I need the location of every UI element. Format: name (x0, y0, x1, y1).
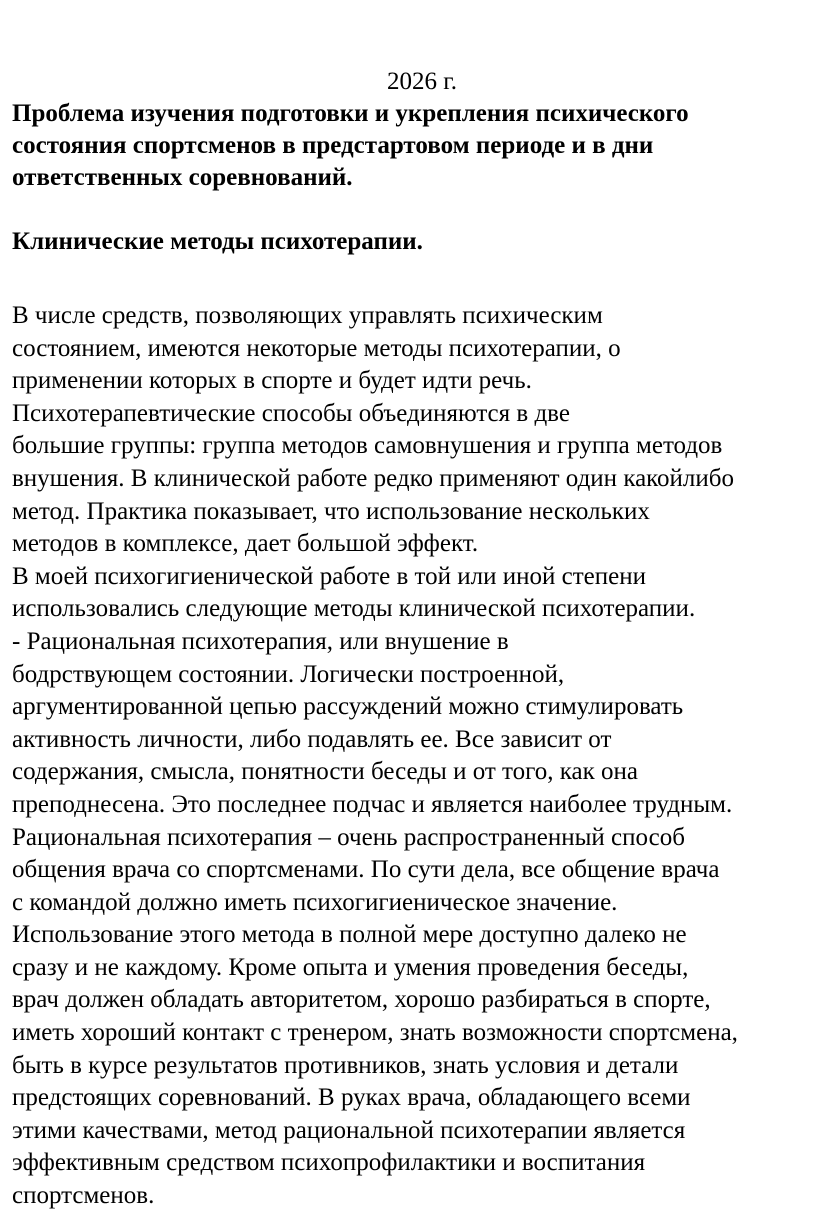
document-title: Проблема изучения подготовки и укрепления психического состояния спортсменов в предстартовом периоде и в дни ответственных соревнований. (12, 100, 689, 191)
paragraph-rational-psychotherapy: - Рациональная психотерапия, или внушение в бодрствующем состоянии. Логически построенной, аргументированной цепью рассуждений можно стимулировать активность личности, либо подавлять ее. Все зависит от содержания, смысла, понятности беседы и от того, как она преподнесена. Это последнее подчас и является наиболее трудным. Рациональная психотерапия – очень распространенный способ общения врача со спортсменами. По сути дела, все общение врача с командой должно иметь психогигиеническое значение. Использование этого метода в полной мере доступно далеко не сразу и не каждому. Кроме опыта и умения проведения беседы, врач должен обладать авторитетом, хорошо разбираться в спорте, иметь хороший контакт с тренером, знать возможности спортсмена, быть в курсе результатов противников, знать условия и детали предстоящих соревнований. В руках врача, обладающего всеми этими качествами, метод рациональной психотерапии является эффективным средством психопрофилактики и воспитания спортсменов. (12, 627, 738, 1210)
section-heading: Клинические методы психотерапии. (12, 228, 423, 255)
paragraph-intro: В числе средств, позволяющих управлять психическим состоянием, имеются некоторые методы психотерапии, о применении которых в спорте и будет идти речь. (12, 302, 621, 395)
paragraph-groups: Психотерапевтические способы объединяются в две большие группы: группа методов самовнушения и группа методов внушения. В клинической работе редко применяют один какойлибо метод. Практика показывает, что использование нескольких методов в комплексе, дает большой эффект. (12, 399, 735, 558)
paragraph-methods-used: В моей психогигиенической работе в той или иной степени использовались следующие методы клинической психотерапии. (12, 562, 696, 623)
document-year: 2026 г. (387, 68, 457, 95)
document-page (12, 66, 812, 1213)
